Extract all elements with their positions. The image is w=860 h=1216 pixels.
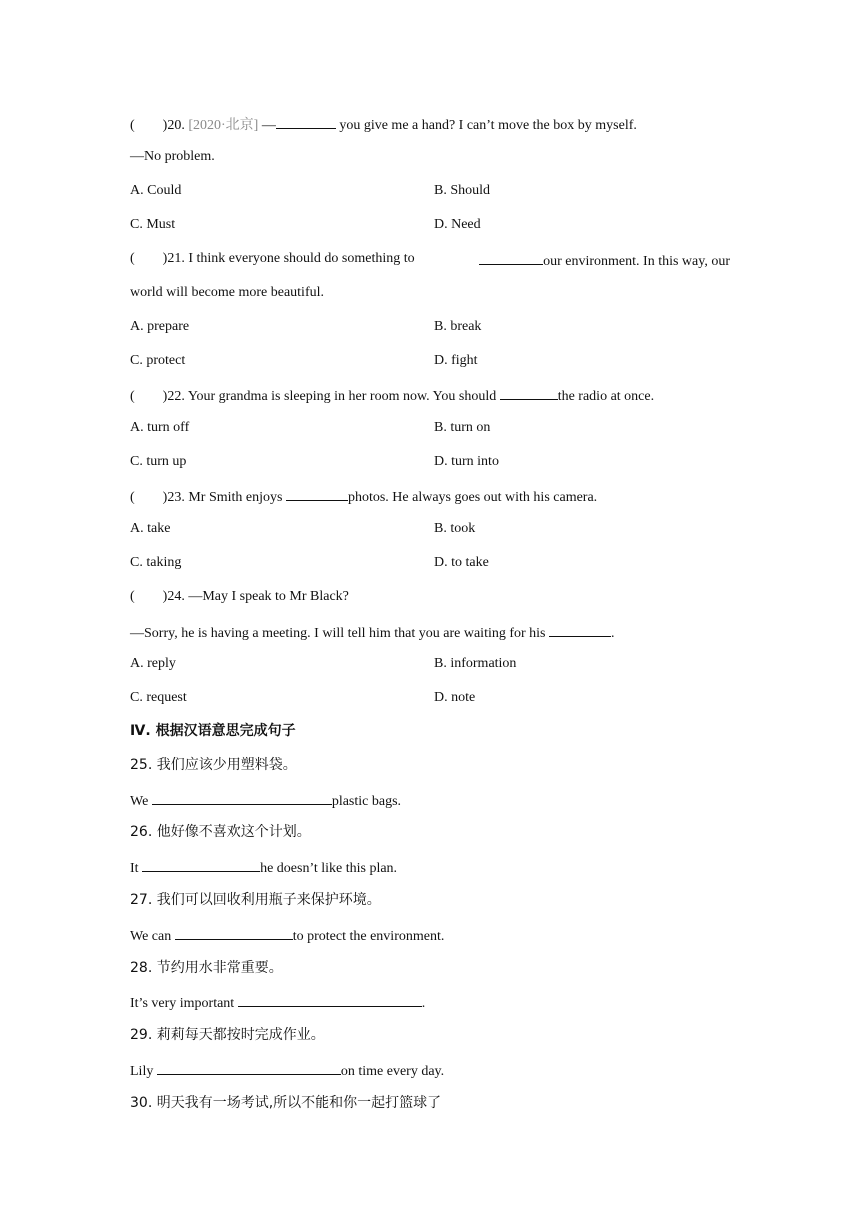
answer-paren[interactable]: ( ) — [130, 251, 168, 266]
sentence-end: to protect the environment. — [292, 929, 445, 944]
sentence-29-chinese: 29. 莉莉每天都按时完成作业。 — [130, 1027, 325, 1043]
answer-blank[interactable] — [276, 114, 336, 129]
sentence-27-english — [130, 925, 444, 946]
question-source: [2020·北京] — [188, 118, 259, 133]
question-reply-end: . — [611, 626, 615, 641]
answer-blank[interactable] — [142, 857, 260, 872]
option-c: C. turn up — [130, 454, 187, 469]
question-stem: I think everyone should do something to — [188, 251, 415, 266]
option-c: C. Must — [130, 217, 176, 232]
option-c: C. request — [130, 690, 187, 705]
question-20-reply: —No problem. — [130, 149, 215, 164]
answer-blank[interactable] — [549, 622, 611, 637]
sentence-27-chinese: 27. 我们可以回收利用瓶子来保护环境。 — [130, 892, 381, 908]
option-c: C. protect — [130, 353, 186, 368]
sentence-26-english — [130, 857, 397, 878]
option-d: D. Need — [434, 217, 481, 232]
question-22-stem — [130, 385, 654, 406]
question-stem-cont: photos. He always goes out with his camera. — [347, 490, 598, 505]
question-stem: you give me a hand? I can’t move the box by myself. — [339, 118, 637, 133]
sentence-end: he doesn’t like this plan. — [260, 861, 398, 876]
question-stem: Mr Smith enjoys — [188, 490, 286, 505]
question-23-stem — [130, 486, 597, 507]
option-b: B. information — [434, 656, 517, 671]
answer-paren[interactable]: ( ) — [130, 490, 168, 505]
sentence-26-chinese: 26. 他好像不喜欢这个计划。 — [130, 824, 311, 840]
sentence-28-english — [130, 992, 425, 1013]
sentence-30-chinese: 30. 明天我有一场考试,所以不能和你一起打篮球了 — [130, 1095, 442, 1111]
sentence-25-english — [130, 790, 401, 811]
answer-paren[interactable]: ( ) — [130, 118, 168, 133]
question-21-stem-line2: world will become more beautiful. — [130, 285, 324, 300]
sentence-start: It — [130, 861, 143, 876]
sentence-end: plastic bags. — [331, 794, 402, 809]
answer-blank[interactable] — [500, 385, 558, 400]
section-heading: Ⅳ. 根据汉语意思完成句子 — [130, 723, 296, 739]
question-number: 24. — [167, 589, 185, 604]
sentence-start: It’s very important — [130, 996, 238, 1011]
option-b: B. took — [434, 521, 476, 536]
option-d: D. to take — [434, 555, 489, 570]
answer-blank[interactable] — [238, 992, 422, 1007]
sentence-start: We — [130, 794, 152, 809]
question-24-stem — [130, 588, 349, 606]
option-d: D. turn into — [434, 454, 499, 469]
question-stem-cont: the radio at once. — [557, 389, 655, 404]
option-a: A. prepare — [130, 319, 190, 334]
sentence-29-english — [130, 1060, 444, 1081]
question-number: 22. — [167, 389, 185, 404]
question-20-stem — [130, 114, 637, 135]
option-d: D. note — [434, 690, 476, 705]
question-reply: —Sorry, he is having a meeting. I will tell him that you are waiting for his — [130, 626, 550, 641]
answer-blank[interactable] — [152, 790, 332, 805]
option-a: A. Could — [130, 183, 182, 198]
option-a: A. reply — [130, 656, 176, 671]
question-number: 23. — [167, 490, 185, 505]
question-number: 21. — [167, 251, 185, 266]
option-a: A. turn off — [130, 420, 190, 435]
sentence-28-chinese: 28. 节约用水非常重要。 — [130, 960, 283, 976]
sentence-25-chinese: 25. 我们应该少用塑料袋。 — [130, 757, 297, 773]
question-dash: — — [261, 118, 276, 133]
answer-blank[interactable] — [479, 250, 543, 265]
question-stem-cont: our environment. In this way, our — [543, 254, 730, 269]
answer-blank[interactable] — [157, 1060, 341, 1075]
option-a: A. take — [130, 521, 171, 536]
question-21-stem — [130, 250, 730, 271]
answer-paren[interactable]: ( ) — [130, 389, 168, 404]
sentence-start: Lily — [130, 1064, 157, 1079]
question-stem: Your grandma is sleeping in her room now. You should — [187, 389, 500, 404]
sentence-end: . — [421, 996, 426, 1011]
option-b: B. Should — [434, 183, 491, 198]
option-b: B. break — [434, 319, 482, 334]
option-b: B. turn on — [434, 420, 491, 435]
option-d: D. fight — [434, 353, 478, 368]
option-c: C. taking — [130, 555, 182, 570]
answer-blank[interactable] — [286, 486, 348, 501]
sentence-end: on time every day. — [340, 1064, 445, 1079]
answer-paren[interactable]: ( ) — [130, 589, 168, 604]
question-stem: —May I speak to Mr Black? — [188, 589, 349, 604]
question-number: 20. — [167, 118, 185, 133]
answer-blank[interactable] — [175, 925, 293, 940]
question-24-reply — [130, 622, 615, 643]
sentence-start: We can — [130, 929, 175, 944]
